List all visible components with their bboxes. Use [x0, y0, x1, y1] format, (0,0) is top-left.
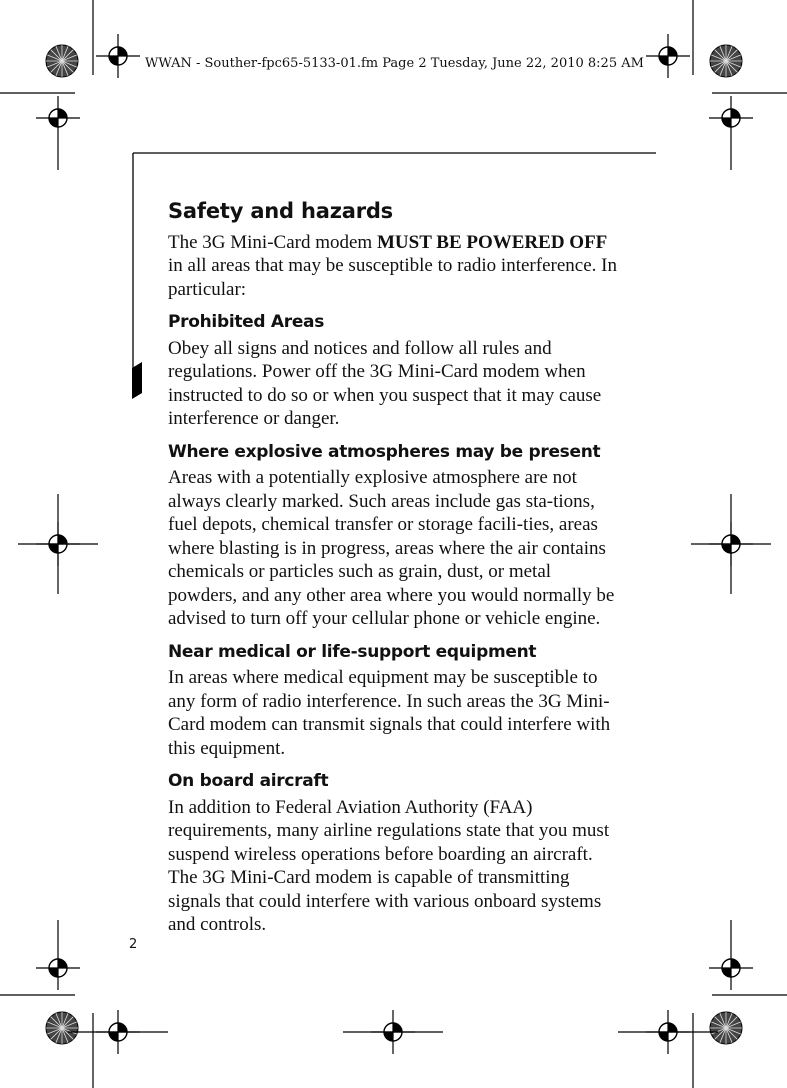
- subsection-heading-medical-equipment: Near medical or life-support equipment: [168, 641, 537, 662]
- edge-tab-marker: [132, 362, 142, 399]
- registration-mark-icon: [709, 946, 753, 990]
- print-header-info: WWAN - Souther-fpc65-5133-01.fm Page 2 Tuesday, June 22, 2010 8:25 AM: [145, 56, 644, 71]
- intro-paragraph: [168, 231, 618, 302]
- subsection-body-prohibited-areas: Obey all signs and notices and follow all rules and regulations. Power off the 3G Mini-Card modem when instructed to do so or when you suspect that it may cause interference or danger.: [168, 337, 602, 429]
- page-number: 2: [129, 937, 138, 952]
- intro-text-prefix: The 3G Mini-Card modem: [168, 231, 377, 253]
- subsection-body-on-board-aircraft: In addition to Federal Aviation Authority (FAA) requirements, many airline regulations state that you must suspend wireless operations before boarding an aircraft. The 3G Mini-Card modem is capable of transmitting signals that could interfere with various onboard systems and controls.: [168, 796, 610, 935]
- document-body: [168, 200, 618, 947]
- registration-mark-icon: [646, 34, 690, 78]
- subsection-heading-explosive-atmospheres: Where explosive atmospheres may be present: [168, 441, 601, 462]
- star-target-icon: [46, 45, 78, 77]
- subsection-body-medical-equipment: In areas where medical equipment may be susceptible to any form of radio interference. In such areas the 3G Mini-Card modem can transmit signals that could interfere with this equipment.: [168, 667, 611, 759]
- registration-mark-icon: [36, 96, 80, 140]
- intro-text-suffix: in all areas that may be susceptible to radio interference. In particular:: [168, 255, 617, 300]
- section-title: Safety and hazards: [168, 199, 393, 223]
- subsection-heading-prohibited-areas: Prohibited Areas: [168, 312, 325, 332]
- registration-mark-icon: [36, 946, 80, 990]
- subsection-heading-on-board-aircraft: On board aircraft: [168, 771, 329, 791]
- intro-emphasis: MUST BE POWERED OFF: [376, 231, 608, 253]
- subsection-body-explosive-atmospheres: Areas with a potentially explosive atmosphere are not always clearly marked. Such areas include gas sta-tions, fuel depots, chemical transfer or storage facili-ties, areas where blasting is in progress, areas where the air contains chemicals or particles such as grain, dust, or metal powders, and any other area where you would normally be advised to turn off your cellular phone or vehicle engine.: [168, 467, 615, 629]
- registration-mark-icon: [709, 96, 753, 140]
- star-target-icon: [46, 1012, 78, 1044]
- star-target-icon: [710, 45, 742, 77]
- star-target-icon: [710, 1012, 742, 1044]
- registration-mark-icon: [96, 34, 140, 78]
